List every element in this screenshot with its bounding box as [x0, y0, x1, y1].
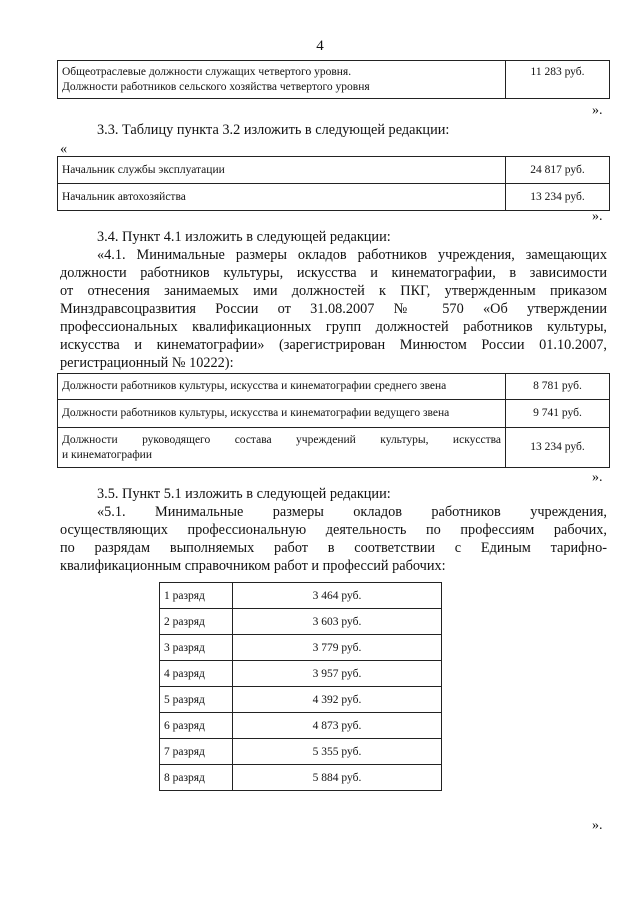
- table-section-3-2: [57, 156, 610, 211]
- table-row: [58, 184, 610, 211]
- table-cell-amount: 13 234 руб.: [506, 428, 610, 468]
- paragraph-line: искусства и кинематографии» (зарегистрирован Минюстом России 01.10.2007,: [60, 337, 607, 353]
- rank-amount-cell: 3 464 руб.: [233, 583, 442, 609]
- section-3-5-heading: 3.5. Пункт 5.1 изложить в следующей редакции:: [97, 486, 391, 502]
- paragraph-line: «5.1. Минимальные размеры окладов работников учреждения,: [97, 504, 607, 520]
- table-cell-amount: 8 781 руб.: [506, 374, 610, 400]
- paragraph-line: осуществляющих профессиональную деятельность по профессиям рабочих,: [60, 522, 607, 538]
- table-fourth-level: [57, 60, 610, 99]
- table-row: [160, 739, 442, 765]
- table-cell-amount: 24 817 руб.: [506, 157, 610, 184]
- closing-quote: ».: [592, 209, 603, 224]
- rank-cell: 5 разряд: [160, 687, 233, 713]
- closing-quote: ».: [592, 470, 603, 485]
- table-row: [160, 765, 442, 791]
- table-culture-positions: [57, 373, 610, 468]
- paragraph-line: по разрядам выполняемых работ в соответствии с Единым тарифно-: [60, 540, 607, 556]
- opening-quote: «: [60, 141, 68, 157]
- table-cell-label: [58, 428, 506, 468]
- table-cell-label: Начальник автохозяйства: [58, 184, 506, 211]
- label-line-1: Должности руководящего состава учреждений культуры, искусства: [62, 433, 501, 446]
- paragraph-line: квалификационным справочником работ и профессий рабочих:: [60, 558, 446, 574]
- table-row: [160, 583, 442, 609]
- paragraph-line: профессиональных квалификационных групп должностей работников культуры,: [60, 319, 607, 335]
- rank-cell: 1 разряд: [160, 583, 233, 609]
- table-row: [160, 661, 442, 687]
- page-number: 4: [316, 38, 324, 54]
- paragraph-line: регистрационный № 10222):: [60, 355, 234, 371]
- table-row: [160, 687, 442, 713]
- paragraph-line: «4.1. Минимальные размеры окладов работников учреждения, замещающих: [97, 247, 607, 263]
- table-cell-amount: 11 283 руб.: [506, 61, 610, 99]
- paragraph-line: должности работников культуры, искусства и кинематографии, в зависимости: [60, 265, 607, 281]
- rank-amount-cell: 4 873 руб.: [233, 713, 442, 739]
- table-row: [58, 428, 610, 468]
- rank-cell: 7 разряд: [160, 739, 233, 765]
- rank-amount-cell: 4 392 руб.: [233, 687, 442, 713]
- table-row: [58, 374, 610, 400]
- table-row: [160, 609, 442, 635]
- label-line-2: и кинематографии: [62, 448, 152, 461]
- rank-amount-cell: 5 884 руб.: [233, 765, 442, 791]
- closing-quote: ».: [592, 103, 603, 118]
- rank-cell: 2 разряд: [160, 609, 233, 635]
- rank-cell: 6 разряд: [160, 713, 233, 739]
- table-cell-label: Должности работников культуры, искусства и кинематографии среднего звена: [58, 374, 506, 400]
- rank-cell: 3 разряд: [160, 635, 233, 661]
- label-line-2: Должности работников сельского хозяйства четвертого уровня: [62, 80, 370, 93]
- table-ranks: [159, 582, 442, 791]
- table-cell-label: Должности работников культуры, искусства и кинематографии ведущего звена: [58, 400, 506, 428]
- closing-quote: ».: [592, 818, 603, 833]
- table-row: [58, 157, 610, 184]
- section-3-3-heading: 3.3. Таблицу пункта 3.2 изложить в следующей редакции:: [97, 122, 450, 138]
- table-row: [58, 61, 610, 99]
- rank-amount-cell: 3 779 руб.: [233, 635, 442, 661]
- paragraph-line: от отнесения занимаемых ими должностей к ПКГ, утвержденным приказом: [60, 283, 607, 299]
- section-3-4-heading: 3.4. Пункт 4.1 изложить в следующей редакции:: [97, 229, 391, 245]
- rank-amount-cell: 5 355 руб.: [233, 739, 442, 765]
- table-cell-label: Начальник службы эксплуатации: [58, 157, 506, 184]
- table-row: [160, 713, 442, 739]
- rank-cell: 8 разряд: [160, 765, 233, 791]
- table-row: [58, 400, 610, 428]
- table-row: [160, 635, 442, 661]
- rank-cell: 4 разряд: [160, 661, 233, 687]
- paragraph-line: Минздравсоцразвития России от 31.08.2007 № 570 «Об утверждении: [60, 301, 607, 317]
- table-cell-amount: 13 234 руб.: [506, 184, 610, 211]
- table-cell-amount: 9 741 руб.: [506, 400, 610, 428]
- rank-amount-cell: 3 957 руб.: [233, 661, 442, 687]
- rank-amount-cell: 3 603 руб.: [233, 609, 442, 635]
- label-line-1: Общеотраслевые должности служащих четвертого уровня.: [62, 65, 352, 78]
- table-cell-label: [58, 61, 506, 99]
